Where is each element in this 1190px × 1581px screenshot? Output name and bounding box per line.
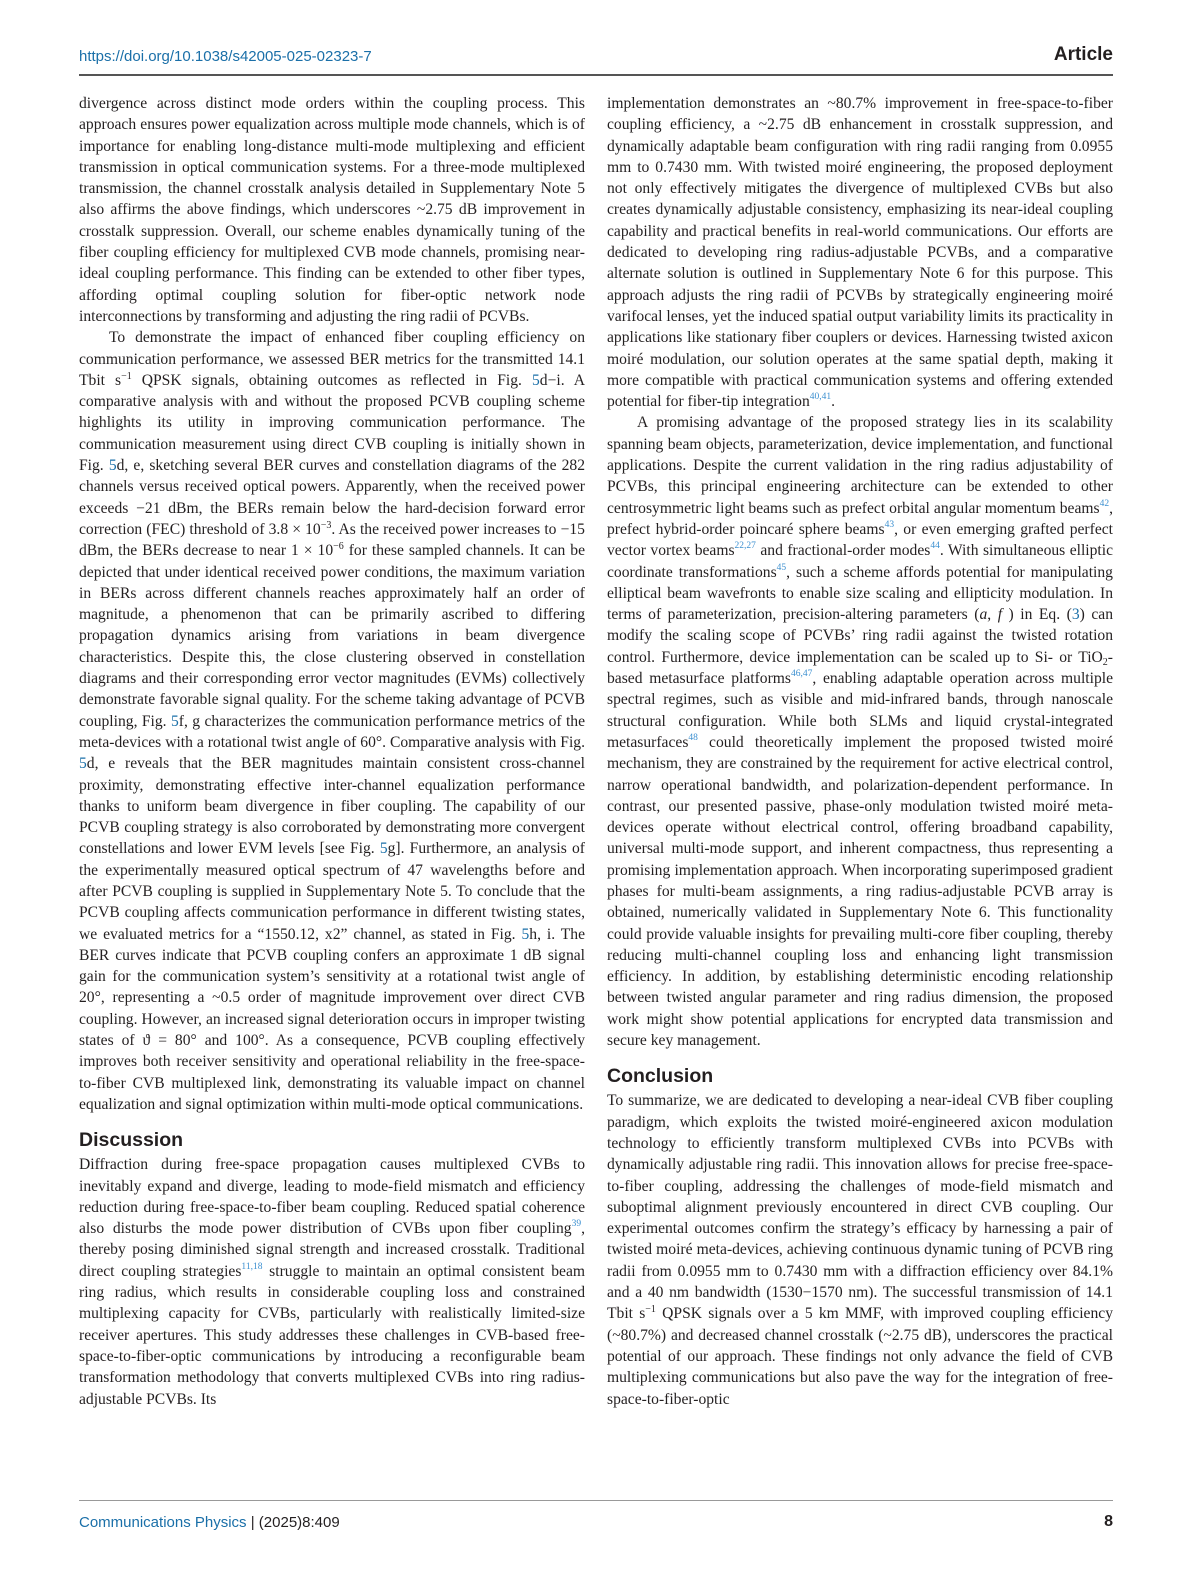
citation-link[interactable]: 46,47 [790, 669, 813, 680]
text-run: struggle to maintain an optimal consistent beam ring radius, which results in considerable coupling loss and constrained multiplexing capacity for CVBs, particularly with realistically limited-size receiver apertures. This study addresses these challenges in CVB-based free-space-to-fiber-optic communications by introducing a reconfigurable beam transformation methodology that converts multiplexed CVBs into ring radius-adjustable PCVBs. Its [79, 1262, 585, 1408]
superscript: −1 [645, 1304, 656, 1316]
text-run: QPSK signals over a 5 km MMF, with improved coupling efficiency (~80.7%) and decreased channel crosstalk (~2.75 dB), underscores the practical potential of our approach. These findings not only advance the field of CVB multiplexing communications but also pave the way for the integration of free-space-to-fiber-optic [607, 1305, 1113, 1408]
math-variable: a [979, 606, 988, 624]
page-footer [79, 1500, 1113, 1531]
figure-link[interactable]: 5 [108, 457, 117, 475]
paragraph [79, 327, 585, 1115]
journal-volume: (2025)8:409 [258, 1514, 340, 1531]
citation-link[interactable]: 40,41 [809, 392, 832, 403]
text-run: A promising advantage of the proposed strategy lies in its scalability spanning beam objects, parameterization, device implementation, and functional applications. Despite the current validation in the ring radius adjustability of PCVBs, this principal engineering architecture can be extended to other centrosymmetric light beams such as prefect orbital angular momentum beams [607, 414, 1113, 517]
citation-link[interactable]: 48 [688, 732, 698, 743]
citation-link[interactable]: 42 [1099, 498, 1110, 509]
text-run: To summarize, we are dedicated to developing a near-ideal CVB fiber coupling paradigm, which exploits the twisted moiré-engineered axicon modulation technology to efficiently transform multiplexed CVBs into PCVBs with dynamically adjustable ring radii. This innovation allows for precise free-space-to-fiber coupling, addressing the challenges of mode-field mismatch and suboptimal alignment previously encountered in direct CVB coupling. Our experimental outcomes confirm the strategy’s efficacy by harnessing a pair of twisted moiré meta-devices, achieving continuous dynamic tuning of PCVB ring radii from 0.0955 mm to 0.7430 mm with a diffraction efficiency over 84.1% and a 40 nm bandwidth (1530−1570 nm). The successful transmission of 14.1 Tbit s [607, 1092, 1113, 1323]
superscript: −6 [333, 541, 344, 553]
paragraph [607, 93, 1113, 412]
journal-citation [79, 1514, 340, 1531]
text-run: h, i. The BER curves indicate that PCVB coupling confers an approximate 1 dB signal gain for the communication system’s sensitivity at a rotational twist angle of 20°, representing a ~0.5 order of magnitude improvement over direct CVB coupling. However, an increased signal deterioration occurs in improper twisting states of ϑ = 80° and 100°. As a consequence, PCVB coupling effectively improves both receiver sensitivity and operational reliability in the free-space-to-fiber CVB multiplexed link, demonstrating its valuable impact on channel equalization and signal optimization within multi-mode optical communications. [79, 925, 585, 1113]
figure-link[interactable]: 5 [379, 840, 388, 858]
text-run: and fractional-order modes [755, 542, 931, 560]
figure-link[interactable]: 5 [521, 925, 530, 943]
text-run: , enabling adaptable operation across multiple spectral regimes, such as visible and mid-infrared bands, through nanoscale structural configuration. While both SLMs and liquid crystal-integrated metasurfaces [607, 670, 1113, 751]
text-run: f, g characterizes the communication performance metrics of the meta-devices with a rotational twist angle of 60°. Comparative analysis with Fig. [79, 712, 586, 751]
text-run: . As the received power increases to −15 dBm, the BERs decrease to near 1 × 10 [79, 520, 585, 560]
journal-name[interactable]: Communications Physics [79, 1514, 247, 1531]
text-run: implementation demonstrates an ~80.7% improvement in free-space-to-fiber coupling efficiency, a ~2.75 dB enhancement in crosstalk suppression, and dynamically adaptable beam configuration with ring radii ranging from 0.0955 mm to 0.7430 mm. With twisted moiré engineering, the proposed deployment not only effectively mitigates the divergence of multiplexed CVBs but also creates dynamically adjustable consistency, emphasizing its near-ideal coupling capability and practical benefits in real-world communications. Our efforts are dedicated to developing ring radius-adjustable PCVBs, and a comparative alternate solution is outlined in Supplementary Note 6 for this purpose. This approach adjusts the ring radii of PCVBs by strategically engineering moiré varifocal lenses, yet the induced spatial output variability limits its practicality in applications like stationary fiber couplers or devices. Harnessing twisted axicon moiré modulation, our solution operates at the same spatial depth, making it more compatible with practical communication systems and offering extended potential for fiber-tip integration [607, 95, 1113, 411]
page-header [79, 44, 1113, 76]
section-heading: Conclusion [607, 1065, 714, 1088]
figure-link[interactable]: 5 [79, 755, 87, 773]
text-run: , thereby posing diminished signal strength and increased crosstalk. Traditional direct coupling strategies [79, 1220, 585, 1280]
text-run: g]. Furthermore, an analysis of the experimentally measured optical spectrum of 47 wavelengths before and after PCVB coupling is supplied in Supplementary Note 5. To conclude that the PCVB coupling affects communication performance in different twisting states, we evaluated metrics for a “1550.12, x2” channel, as stated in Fig. [79, 840, 585, 943]
text-run: , or even emerging grafted perfect vector vortex beams [607, 520, 1113, 560]
math-variable: f [997, 606, 1003, 624]
text-run: , prefect hybrid-order poincaré sphere beams [607, 499, 1113, 538]
citation-link[interactable]: 39 [571, 1219, 582, 1230]
paragraph [79, 1154, 585, 1410]
right-column [607, 93, 1113, 1410]
paragraph [79, 93, 585, 327]
citation-link[interactable]: 43 [884, 519, 895, 530]
text-run: -based metasurface platforms [607, 648, 1113, 688]
subscript: 2 [1102, 656, 1108, 668]
text-run: , such a scheme affords potential for manipulating elliptical beam wavefronts to enable size scaling and ellipticity modulation. In terms of parameterization, precision-altering parameters ( [607, 563, 1113, 624]
text-run: . With simultaneous elliptic coordinate transformations [607, 542, 1113, 581]
left-column [79, 93, 585, 1410]
text-run: could theoretically implement the proposed twisted moiré mechanism, they are constrained by the requirement for active electrical control, narrow operational bandwidth, and polarization-dependent performance. In contrast, our presented passive, phase-only modulation twisted moiré meta-devices operate without electrical control, offering broadband capability, universal multi-mode support, and inherent compactness, thus representing a promising implementation approach. When incorporating superimposed gradient phases for multi-beam assignments, a ring radius-adjustable PCVB array is obtained, numerically validated in Supplementary Note 6. This functionality could provide valuable insights for prevailing multi-core fiber coupling, thereby reducing multi-channel coupling loss and enhancing light transmission efficiency. In addition, by establishing deterministic encoding relationship between twisted angular parameter and ring radius dimension, the proposed work might show potential applications for encrypted data transmission and secure key management. [607, 733, 1113, 1050]
text-run: ) can modify the scaling scope of PCVBs’ ring radii against the twisted rotation control. Furthermore, device implementation can be scaled up to Si- or TiO [607, 606, 1113, 666]
figure-link[interactable]: 5 [531, 371, 540, 389]
paragraph [607, 1090, 1113, 1409]
text-run: d, e, sketching several BER curves and constellation diagrams of the 282 channels versus received optical powers. Apparently, when the received power exceeds −21 dBm, the BERs remain below the hard-decision forward error correction (FEC) threshold of 3.8 × 10 [79, 457, 585, 538]
superscript: −1 [121, 370, 132, 382]
figure-link[interactable]: 3 [1071, 606, 1080, 624]
text-run: , [987, 606, 998, 624]
citation-link[interactable]: 44 [930, 541, 940, 552]
footer-separator: | [246, 1514, 259, 1531]
text-run: d, e reveals that the BER magnitudes maintain consistent cross-channel proximity, demonstrating effective inter-channel equalization performance thanks to uniform beam divergence in fiber coupling. The capability of our PCVB coupling strategy is also corroborated by demonstrating more convergent constellations and lower EVM levels [see Fig. [79, 755, 585, 858]
citation-link[interactable]: 11,18 [241, 1261, 263, 1272]
paragraph [607, 412, 1113, 1051]
section-heading: Discussion [79, 1129, 184, 1152]
text-run: for these sampled channels. It can be depicted that under identical received power conditions, the maximum variation in BERs across different channels reaches approximately half an order of magnitude, a phenomenon that can be primarily ascribed to differing propagation dynamics arising from variations in beam divergence characteristics. Despite this, the close clustering observed in constellation diagrams and their corresponding error vector magnitudes (EVMs) collectively demonstrate favorable signal quality. For the scheme taking advantage of PCVB coupling, Fig. [79, 542, 585, 730]
figure-link[interactable]: 5 [170, 712, 179, 730]
text-run: divergence across distinct mode orders within the coupling process. This approach ensures power equalization across multiple mode channels, which is of importance for enabling long-distance multi-mode multiplexing and efficient transmission in optical communication systems. For a three-mode multiplexed transmission, the channel crosstalk analysis detailed in Supplementary Note 5 also affirms the above findings, which underscores ~2.75 dB improvement in crosstalk suppression. Overall, our scheme enables dynamically tuning of the fiber coupling efficiency for multiplexed CVB mode channels, promising near-ideal coupling performance. This finding can be extended to other fiber types, affording optimal coupling solution for fiber-optic network node interconnections by transforming and adjusting the ring radii of PCVBs. [79, 95, 585, 325]
citation-link[interactable]: 22,27 [734, 541, 756, 552]
text-run: QPSK signals, obtaining outcomes as reflected in Fig. [131, 371, 532, 389]
page-number: 8 [1104, 1513, 1113, 1530]
text-run: Diffraction during free-space propagation causes multiplexed CVBs to inevitably expand and diverge, leading to mode-field mismatch and efficiency reduction during free-space-to-fiber beam coupling. Reduced spatial coherence also disturbs the mode power distribution of CVBs upon fiber coupling [79, 1156, 585, 1238]
text-run: d−i. A comparative analysis with and without the proposed PCVB coupling scheme highlights its utility in improving communication performance. The communication measurement using direct CVB coupling is initially shown in Fig. [79, 371, 586, 475]
text-run: . [831, 393, 836, 411]
citation-link[interactable]: 45 [776, 562, 787, 573]
text-run: To demonstrate the impact of enhanced fiber coupling efficiency on communication performance, we assessed BER metrics for the transmitted 14.1 Tbit s [79, 329, 585, 389]
superscript: −3 [320, 519, 332, 531]
text-run: ) in Eq. ( [1002, 606, 1072, 624]
doi-link[interactable]: https://doi.org/10.1038/s42005-025-02323-7 [79, 48, 372, 65]
article-type-label: Article [1053, 44, 1113, 65]
